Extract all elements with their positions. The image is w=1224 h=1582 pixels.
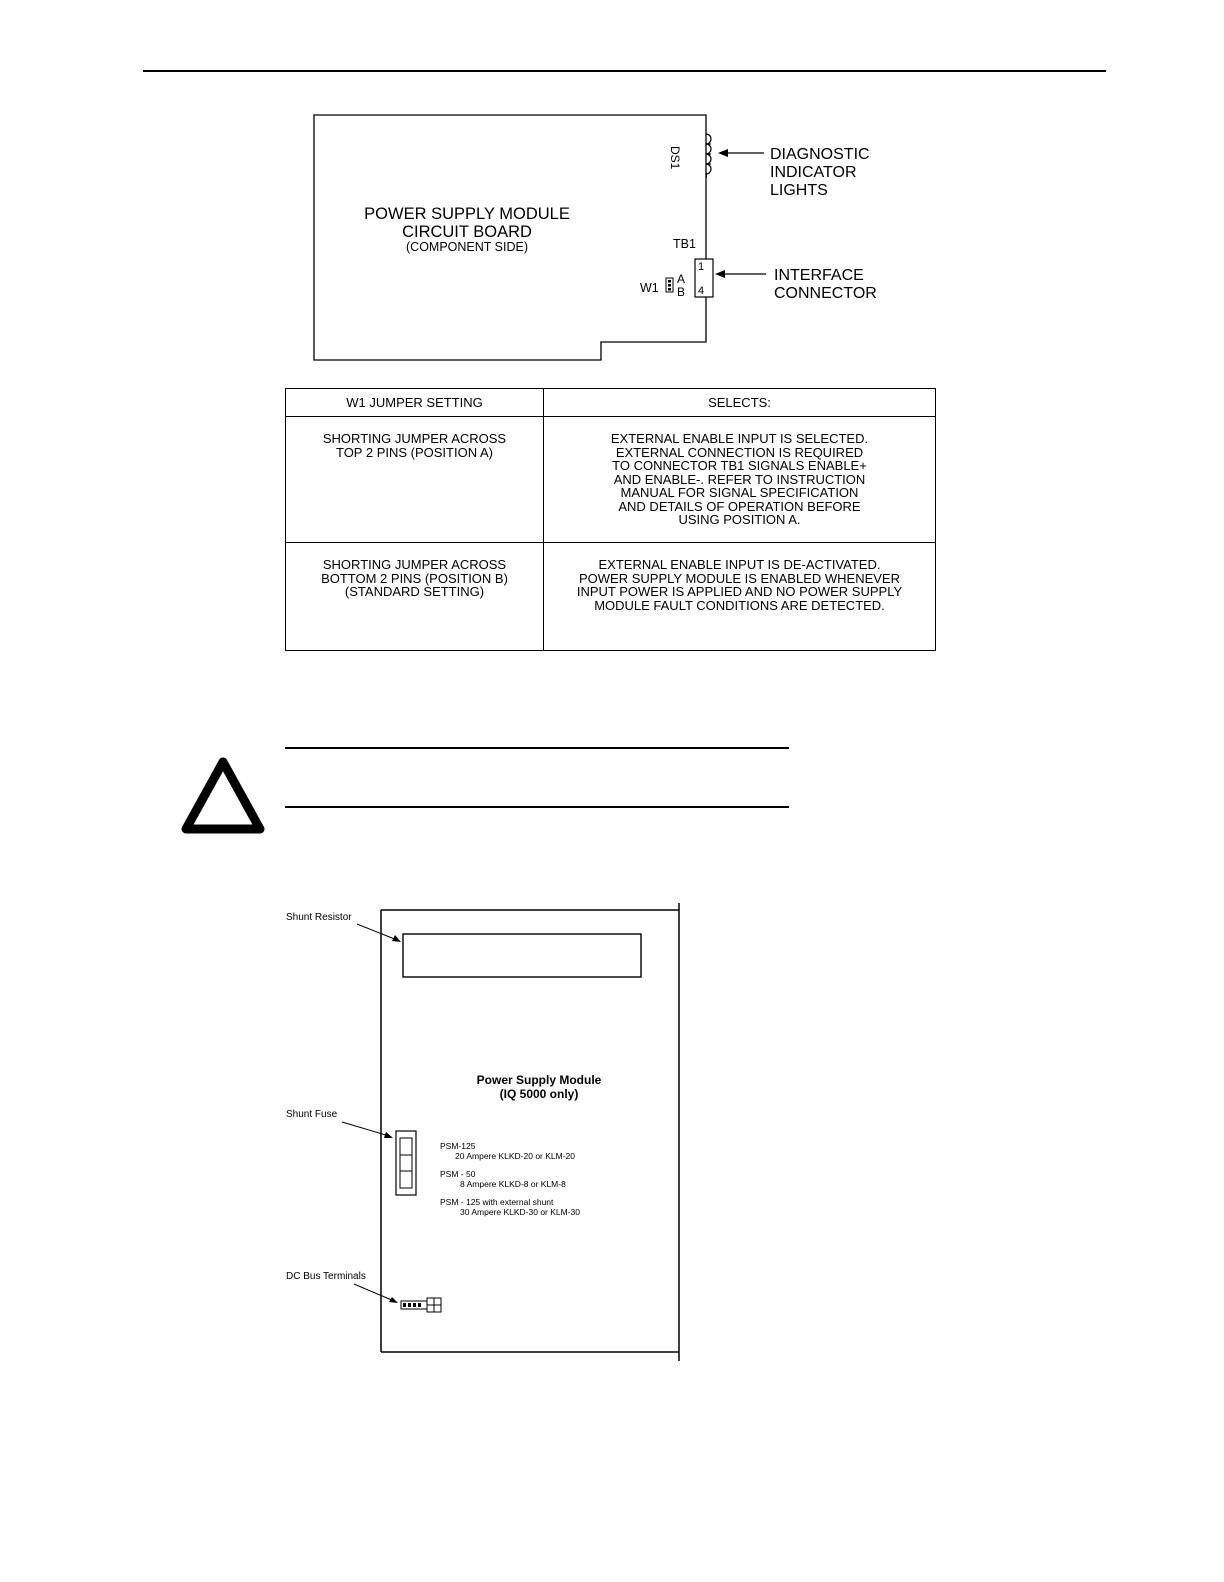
selects-cell-position-a: EXTERNAL ENABLE INPUT IS SELECTED. EXTERNAL CONNECTION IS REQUIRED TO CONNECTOR TB1 SIGNALS ENABLE+ AND ENABLE-. REFER TO INSTRUCTION MANUAL FOR SIGNAL SPECIFICATION AND DETAILS OF OPERATION BEFORE USING POSITION A. [544,417,936,543]
shunt-resistor-arrow-icon [357,924,401,942]
w1-position-b: B [677,285,686,299]
table-row [286,417,936,543]
diagnostic-callout-line-2: INDICATOR [770,164,857,181]
shunt-resistor [403,934,641,977]
interface-arrow-icon [715,270,766,278]
power-supply-module-diagram [270,895,690,1370]
diagnostic-arrow-icon [718,149,764,157]
fuse-spec-rating: 30 Ampere KLKD-30 or KLM-30 [460,1207,581,1217]
ds1-label: DS1 [668,146,682,170]
dc-bus-terminal-icon [401,1298,441,1312]
w1-jumper-icon [666,278,673,292]
shunt-fuse-arrow-icon [342,1122,393,1138]
table-header-row [286,389,936,417]
fuse-spec-rating: 20 Ampere KLKD-20 or KLM-20 [455,1151,576,1161]
tb1-pin-bottom: 4 [698,285,705,297]
diagnostic-callout-line-1: DIAGNOSTIC [770,146,870,163]
fuse-spec-model: PSM-125 [440,1141,476,1151]
dc-bus-terminals-label: DC Bus Terminals [286,1271,366,1282]
setting-cell-position-a: SHORTING JUMPER ACROSS TOP 2 PINS (POSITION A) [286,417,544,543]
interface-callout-line-2: CONNECTOR [774,285,877,302]
header-selects: SELECTS: [544,389,936,417]
tb1-pin-top: 1 [698,261,705,273]
shunt-fuse-icon [396,1131,416,1195]
caution-block [175,740,795,845]
caution-triangle-icon [186,762,260,829]
module-title-line-1: Power Supply Module [476,1073,602,1087]
board-title-line-2: CIRCUIT BOARD [402,223,532,241]
selects-cell-position-b: EXTERNAL ENABLE INPUT IS DE-ACTIVATED. POWER SUPPLY MODULE IS ENABLED WHENEVER INPUT POWER IS APPLIED AND NO POWER SUPPLY MODULE FAULT CONDITIONS ARE DETECTED. [544,543,936,651]
circuit-board-diagram [0,0,1224,380]
w1-position-a: A [677,272,686,286]
w1-label: W1 [640,281,659,295]
fuse-spec-rating: 8 Ampere KLKD-8 or KLM-8 [460,1179,566,1189]
tb1-label: TB1 [673,237,696,251]
dc-bus-arrow-icon [354,1284,398,1303]
header-w1-setting: W1 JUMPER SETTING [286,389,544,417]
jumper-settings-table [285,388,936,651]
setting-cell-position-b: SHORTING JUMPER ACROSS BOTTOM 2 PINS (POSITION B) (STANDARD SETTING) [286,543,544,651]
board-title-line-1: POWER SUPPLY MODULE [364,205,570,223]
fuse-spec-model: PSM - 125 with external shunt [440,1197,554,1207]
fuse-spec-model: PSM - 50 [440,1169,476,1179]
interface-callout-line-1: INTERFACE [774,267,864,284]
diagnostic-callout-line-3: LIGHTS [770,182,828,199]
shunt-resistor-label: Shunt Resistor [286,912,352,923]
module-title-line-2: (IQ 5000 only) [499,1087,579,1101]
board-subtitle: (COMPONENT SIDE) [406,240,528,254]
table-row [286,543,936,651]
ds1-led-icon [706,134,711,178]
shunt-fuse-label: Shunt Fuse [286,1109,338,1120]
